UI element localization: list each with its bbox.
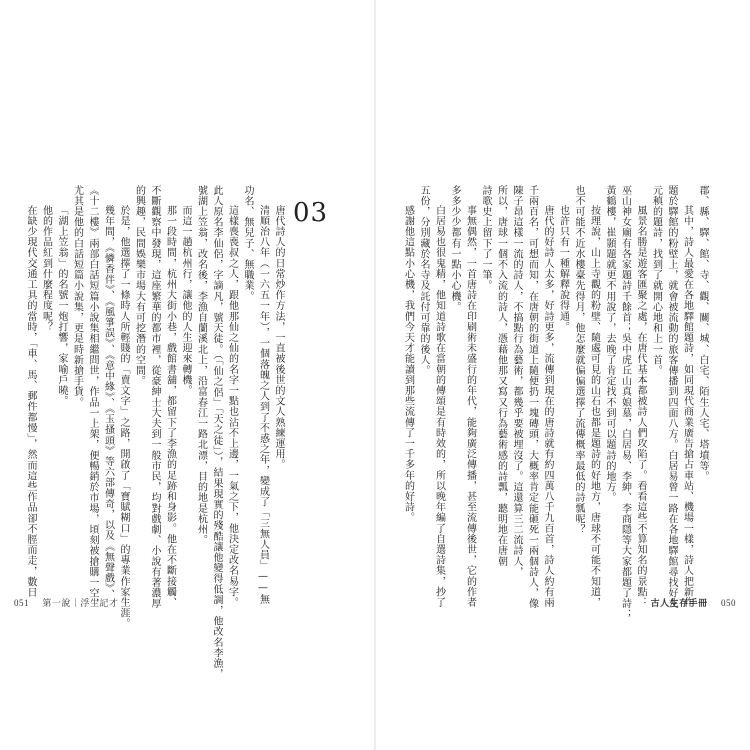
text-column: 「湖上笠翁」的名號一炮打響，家喻戶曉。 <box>56 205 67 407</box>
text-column: 多多少少都有一點小心機。 <box>449 185 460 313</box>
text-column: 其中，詩人最愛在各地驛館題詩，如同現代商業廣告搶占車站、機場一樣，詩人把新作 <box>681 205 693 608</box>
chapter-number: 03 <box>293 198 329 228</box>
text-column: 所以，唐球一個不入流的詩人，憑藉他那又寫又行為藝術感的詩瓢，聽明地在唐朝 <box>495 185 507 567</box>
text-column: 號湖上笠翁，改名後，李漁自蘭溪北上，沿富春江一路北漂，目的地是杭州。 <box>195 185 207 546</box>
text-column: 題於驛館的粉壁上，就會被流動的旅客傳播到四面八方。白居易曾一路在各地驛館尋找好友 <box>666 185 677 609</box>
text-column: 感謝他這點小心機，我們今天才能讀到那些流傳了一千多年的好詩。 <box>402 205 414 523</box>
left-running-head: 第一說｜浮生記才 <box>42 599 119 609</box>
text-column: 事無偶然，一首唐詩在印刷術未盛行的年代，能夠廣泛傳播，甚至流傳後世，它的作者 <box>464 205 476 608</box>
right-page-number: 050 <box>721 598 736 608</box>
text-column: 也不可能不近水樓臺先得月，他怎麼就偏偏選擇了流傳概率最低的詩瓢呢？ <box>573 185 584 535</box>
text-column: 《十二樓》兩部白話短篇小說集相繼問世，作品一上架，便暢銷於市場，頃刻被搶購一空， <box>87 185 98 609</box>
text-column: 唐代的好詩人太多，好詩更多，流傳到現在的唐詩就有約四萬八千九百首，詩人約有兩 <box>542 205 553 608</box>
text-column: 他的作品紅到什麼程度呢？ <box>40 205 52 333</box>
text-column: 在缺少現代交通工具的當時，「車、馬、郵件都慢」，然而這些作品卻不脛而走，數日 <box>25 205 36 598</box>
text-column: 那一段時間，杭州大街小巷，戲館書舖，都留下了李漁的足跡和身影。他在不斷接觸、 <box>164 205 176 608</box>
text-column: 按理說，山上寺觀的粉壁、隨處可見的山石也都是題詩的好地方，唐球不可能不知道， <box>588 205 600 608</box>
right-running-head: 古人生存手冊 <box>650 599 708 609</box>
text-column: 也許只有一種解釋說得通。 <box>557 205 569 333</box>
text-column: 千兩百名，可想而知，在唐朝的街道上隨便扔一塊磚頭，大概率肯定能砸死一兩個詩人，像 <box>526 185 538 609</box>
text-column: 此人原名李仙侶，字謫凡，號天徒。（「仙之侶」「天之徒」），結果現實的殘酷讓他變得低調，他改名李漁， <box>211 185 222 680</box>
text-column: 詩歌史上留下了一筆。 <box>480 185 491 291</box>
text-column: 郡、縣、驛、館、寺、觀、關、城、白宅、陌生人宅、塔墳等。 <box>697 185 708 482</box>
text-column: 五份，分別藏於名寺及託付可靠的後人。 <box>418 185 429 376</box>
text-column: 的興趣，民間娛樂市場大有可挖潛的空間。 <box>133 185 145 387</box>
text-column: 黃鶴樓，崔顥題就更不用說了，去晚了肯定找不到可以題詩的地方。 <box>604 185 615 503</box>
text-column: 不斷觀察中發現，這座繁華的都市裡，從豪紳士大夫到一般市民，均對戲劇、小說有著濃厚 <box>149 185 160 609</box>
left-page-footer <box>14 596 118 609</box>
text-column: 白居易也很鬼精，他知道詩歌在當朝的傳頌是有時效的，所以晚年編了自選詩集，抄了 <box>433 205 445 608</box>
text-column: 元稹的題詩，找到了就開心地和上一首。 <box>650 185 662 376</box>
text-column: 功名、無兒子、無職業。 <box>242 185 253 302</box>
text-column: 幾年間，《憐香伴》、《風箏誤》、《意中緣》、《玉搔頭》等六部傳奇，以及《無聲戲》、 <box>102 205 114 600</box>
right-page <box>375 0 750 750</box>
text-column: 這樣喪喪叔之人，跟他那仙之仙的名字一點也沾不上邊，一氣之下，他決定改名易字。 <box>226 205 238 608</box>
right-page-footer <box>651 596 736 609</box>
text-column: 於是，他選擇了一條時人所輕賤的「賣文字」之路，開啟了「寶賦糊口」的專業作家生涯。 <box>118 205 129 629</box>
text-column: 風景名勝是遊客匯聚之處，在唐代基本都被詩人們攻陷了。看看這些不算知名的景點： <box>635 205 646 608</box>
text-column: 清順治八年（一六五一年），一個落魄之人到了不惑之年，變成了「三無人員」——無 <box>257 205 269 605</box>
text-column: 而這一趟杭州行，讓他的人生迎來轉機。 <box>180 205 191 396</box>
text-column: 唐代詩人的日常炒作方法，一直被後世的文人熟練運用。 <box>273 205 284 470</box>
text-column: 陳子昂這樣一流的詩人，不搞點行為藝術，都幾乎要被埋沒了。這還算三二流詩人， <box>511 185 522 578</box>
text-column: 巫山神女廟有各家題詩千餘首；吳中虎丘山真娘墓，白居易、李紳、李商隱等大家都題了詩； <box>619 185 631 620</box>
text-column: 尤其是他的白話短篇小說集，更是時新搶手貨。 <box>71 185 83 408</box>
left-page-number: 051 <box>14 598 29 608</box>
